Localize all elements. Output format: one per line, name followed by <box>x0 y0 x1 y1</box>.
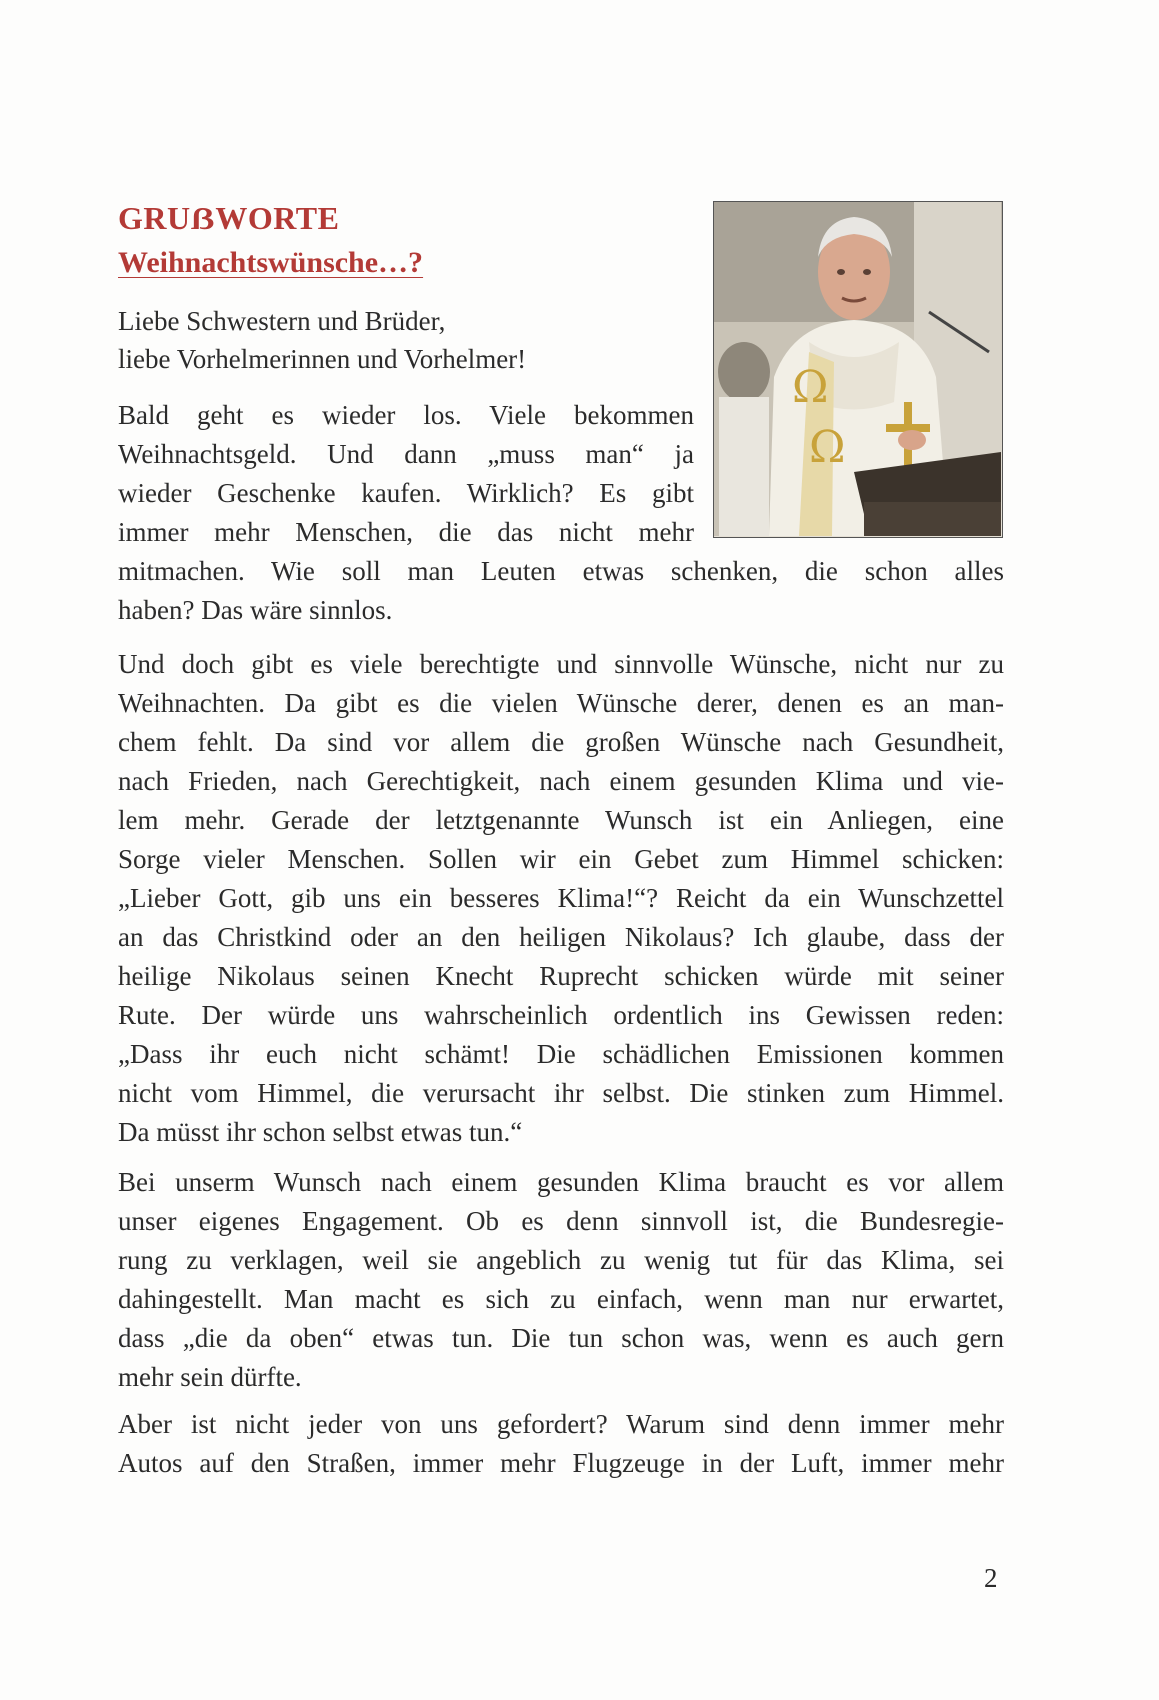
text-line: nach Frieden, nach Gerechtigkeit, nach einem gesunden Klima und vie- <box>118 766 1004 796</box>
paragraph-1-wide <box>118 552 1004 630</box>
priest-photo <box>713 201 1003 538</box>
text-line: Rute. Der würde uns wahrscheinlich ordentlich ins Gewissen reden: <box>118 1000 1004 1030</box>
paragraph-1-narrow <box>118 396 694 552</box>
text-line: immer mehr Menschen, die das nicht mehr <box>118 517 694 547</box>
paragraph-2 <box>118 645 1004 1152</box>
text-line: heilige Nikolaus seinen Knecht Ruprecht schicken würde mit seiner <box>118 961 1004 991</box>
text-line: lem mehr. Gerade der letztgenannte Wunsch ist ein Anliegen, eine <box>118 805 1004 835</box>
text-line: nicht vom Himmel, die verursacht ihr selbst. Die stinken zum Himmel. <box>118 1078 1004 1108</box>
text-line: Aber ist nicht jeder von uns gefordert? Warum sind denn immer mehr <box>118 1409 1004 1439</box>
text-line: „Lieber Gott, gib uns ein besseres Klima!“? Reicht da ein Wunschzettel <box>118 883 1004 913</box>
text-line: wieder Geschenke kaufen. Wirklich? Es gibt <box>118 478 694 508</box>
svg-text:Ω: Ω <box>809 422 846 473</box>
text-line: Da müsst ihr schon selbst etwas tun.“ <box>118 1117 523 1147</box>
text-line: Bei unserm Wunsch nach einem gesunden Klima braucht es vor allem <box>118 1167 1004 1197</box>
svg-text:Ω: Ω <box>792 362 829 413</box>
greeting <box>118 302 526 378</box>
text-line: mitmachen. Wie soll man Leuten etwas schenken, die schon alles <box>118 556 1004 586</box>
text-line: Sorge vieler Menschen. Sollen wir ein Gebet zum Himmel schicken: <box>118 844 1004 874</box>
priest-photo-icon <box>714 202 1001 536</box>
section-heading: GRUẞWORTE <box>118 200 340 236</box>
paragraph-4 <box>118 1405 1004 1483</box>
text-line: dass „die da oben“ etwas tun. Die tun schon was, wenn es auch gern <box>118 1323 1004 1353</box>
paragraph-3 <box>118 1163 1004 1397</box>
text-line: mehr sein dürfte. <box>118 1362 302 1392</box>
text-line: Weihnachtsgeld. Und dann „muss man“ ja <box>118 439 694 469</box>
text-line: unser eigenes Engagement. Ob es denn sinnvoll ist, die Bundesregie- <box>118 1206 1004 1236</box>
text-line: haben? Das wäre sinnlos. <box>118 595 393 625</box>
text-line: rung zu verklagen, weil sie angeblich zu wenig tut für das Klima, sei <box>118 1245 1004 1275</box>
greeting-line: liebe Vorhelmerinnen und Vorhelmer! <box>118 344 527 374</box>
greeting-line: Liebe Schwestern und Brüder, <box>118 306 446 336</box>
text-line: „Dass ihr euch nicht schämt! Die schädlichen Emissionen kommen <box>118 1039 1004 1069</box>
article-title: Weihnachtswünsche…? <box>118 246 424 279</box>
text-line: Und doch gibt es viele berechtigte und sinnvolle Wünsche, nicht nur zu <box>118 649 1004 679</box>
text-line: Weihnachten. Da gibt es die vielen Wünsche derer, denen es an man- <box>118 688 1004 718</box>
text-line: dahingestellt. Man macht es sich zu einfach, wenn man nur erwartet, <box>118 1284 1004 1314</box>
page-number: 2 <box>984 1563 998 1593</box>
text-line: chem fehlt. Da sind vor allem die großen Wünsche nach Gesundheit, <box>118 727 1004 757</box>
text-line: Autos auf den Straßen, immer mehr Flugzeuge in der Luft, immer mehr <box>118 1448 1004 1478</box>
text-line: Bald geht es wieder los. Viele bekommen <box>118 400 694 430</box>
text-line: an das Christkind oder an den heiligen Nikolaus? Ich glaube, dass der <box>118 922 1004 952</box>
